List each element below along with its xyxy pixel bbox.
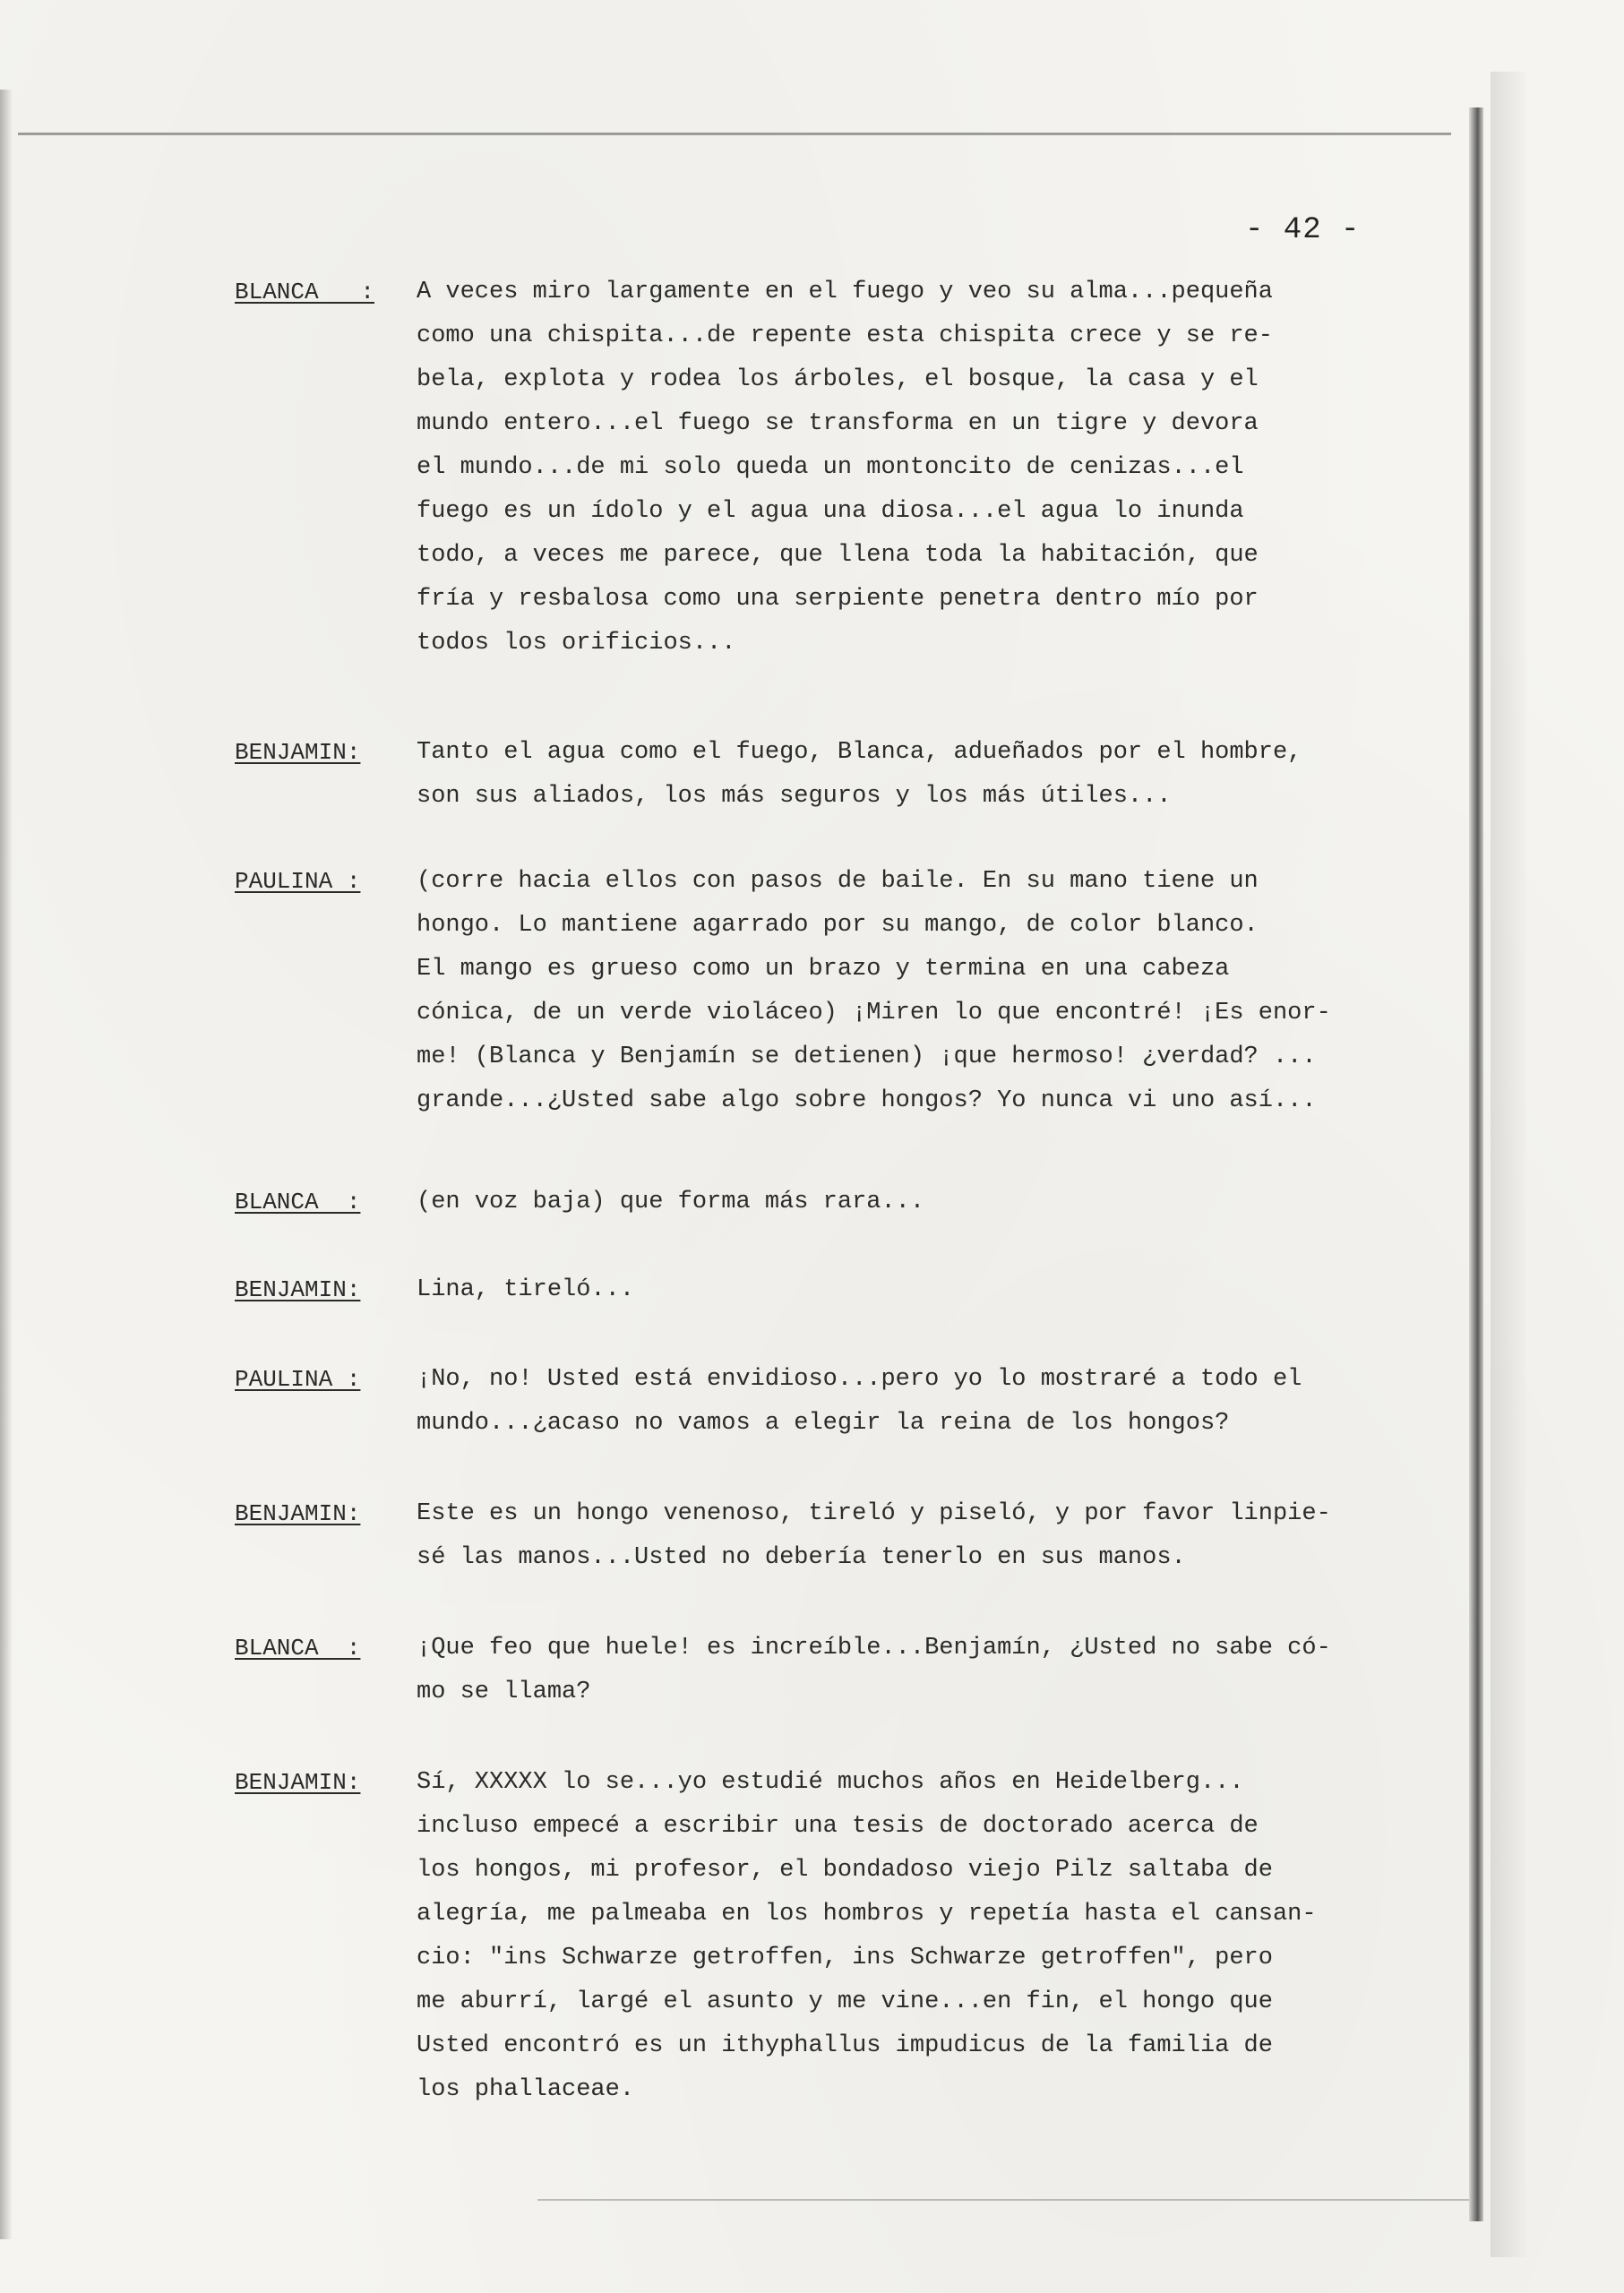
speaker-name: BENJAMIN: — [235, 1500, 361, 1527]
speech-line: Este es un hongo venenoso, tireló y piseló, y por favor linpie- — [417, 1500, 1331, 1527]
speech-line: todos los orificios... — [417, 630, 736, 657]
speech-line: incluso empecé a escribir una tesis de doctorado acerca de — [417, 1813, 1259, 1840]
bottom-rule-line — [537, 2199, 1469, 2201]
speech-line: los phallaceae. — [417, 2076, 635, 2103]
speech-line: El mango es grueso como un brazo y termina en una cabeza — [417, 956, 1230, 983]
speaker-name: BLANCA : — [235, 1189, 361, 1215]
speaker-name: BENJAMIN: — [235, 1769, 361, 1796]
speech-line: alegría, me palmeaba en los hombros y repetía hasta el cansan- — [417, 1901, 1317, 1928]
speaker-name: PAULINA : — [235, 868, 361, 895]
speech-text — [417, 1627, 1456, 1714]
speech-line: A veces miro largamente en el fuego y veo su alma...pequeña — [417, 279, 1273, 305]
speech-text — [417, 1358, 1456, 1446]
speech-line: me! (Blanca y Benjamín se detienen) ¡que hermoso! ¿verdad? ... — [417, 1043, 1317, 1070]
speech-line: fuego es un ídolo y el agua una diosa...el agua lo inunda — [417, 498, 1244, 525]
speech-text — [417, 1181, 1456, 1224]
speech-line: mo se llama? — [417, 1679, 591, 1705]
speech-line: ¡Que feo que huele! es increíble...Benjamín, ¿Usted no sabe có- — [417, 1635, 1331, 1662]
speaker-name: BENJAMIN: — [235, 739, 361, 766]
speech-line: cónica, de un verde violáceo) ¡Miren lo que encontré! ¡Es enor- — [417, 1000, 1331, 1026]
speech-line: como una chispita...de repente esta chispita crece y se re- — [417, 322, 1273, 349]
speech-line: (corre hacia ellos con pasos de baile. En su mano tiene un — [417, 868, 1259, 895]
speech-line: mundo...¿acaso no vamos a elegir la reina de los hongos? — [417, 1410, 1230, 1437]
speech-line: Sí, XXXXX lo se...yo estudié muchos años en Heidelberg... — [417, 1769, 1244, 1796]
speech-line: bela, explota y rodea los árboles, el bosque, la casa y el — [417, 366, 1259, 393]
speaker-name: BENJAMIN: — [235, 1276, 361, 1303]
speaker-name: BLANCA : — [235, 1635, 361, 1662]
page-right-edge — [1469, 107, 1483, 2221]
speech-text — [417, 1761, 1456, 2112]
speech-line: grande...¿Usted sabe algo sobre hongos? Yo nunca vi uno así... — [417, 1087, 1317, 1114]
speech-line: sé las manos...Usted no debería tenerlo en sus manos. — [417, 1544, 1186, 1571]
speech-text — [417, 1492, 1456, 1580]
speech-line: Tanto el agua como el fuego, Blanca, adueñados por el hombre, — [417, 739, 1302, 766]
speech-line: me aburrí, largé el asunto y me vine...en fin, el hongo que — [417, 1988, 1273, 2015]
speech-line: hongo. Lo mantiene agarrado por su mango, de color blanco. — [417, 912, 1259, 939]
scan-left-shadow — [0, 90, 13, 2239]
speech-text — [417, 1268, 1456, 1312]
page-number: - 42 - — [1245, 213, 1361, 247]
speech-line: (en voz baja) que forma más rara... — [417, 1189, 925, 1215]
speech-line: ¡No, no! Usted está envidioso...pero yo lo mostraré a todo el — [417, 1366, 1302, 1393]
speech-line: los hongos, mi profesor, el bondadoso viejo Pilz saltaba de — [417, 1857, 1273, 1884]
speech-text — [417, 271, 1456, 666]
speech-line: el mundo...de mi solo queda un montoncito de cenizas...el — [417, 454, 1244, 481]
speech-line: todo, a veces me parece, que llena toda la habitación, que — [417, 542, 1259, 569]
top-rule-line — [18, 133, 1451, 135]
speech-text — [417, 860, 1456, 1123]
speech-text — [417, 731, 1456, 819]
speech-line: Usted encontró es un ithyphallus impudicus de la familia de — [417, 2032, 1273, 2059]
speaker-name: BLANCA : — [235, 279, 375, 305]
speech-line: fría y resbalosa como una serpiente penetra dentro mío por — [417, 586, 1259, 613]
speech-line: mundo entero...el fuego se transforma en un tigre y devora — [417, 410, 1259, 437]
speech-line: cio: "ins Schwarze getroffen, ins Schwarze getroffen", pero — [417, 1945, 1273, 1971]
speaker-name: PAULINA : — [235, 1366, 361, 1393]
speech-line: son sus aliados, los más seguros y los más útiles... — [417, 783, 1172, 810]
speech-line: Lina, tireló... — [417, 1276, 635, 1303]
scan-right-shadow — [1491, 72, 1526, 2257]
